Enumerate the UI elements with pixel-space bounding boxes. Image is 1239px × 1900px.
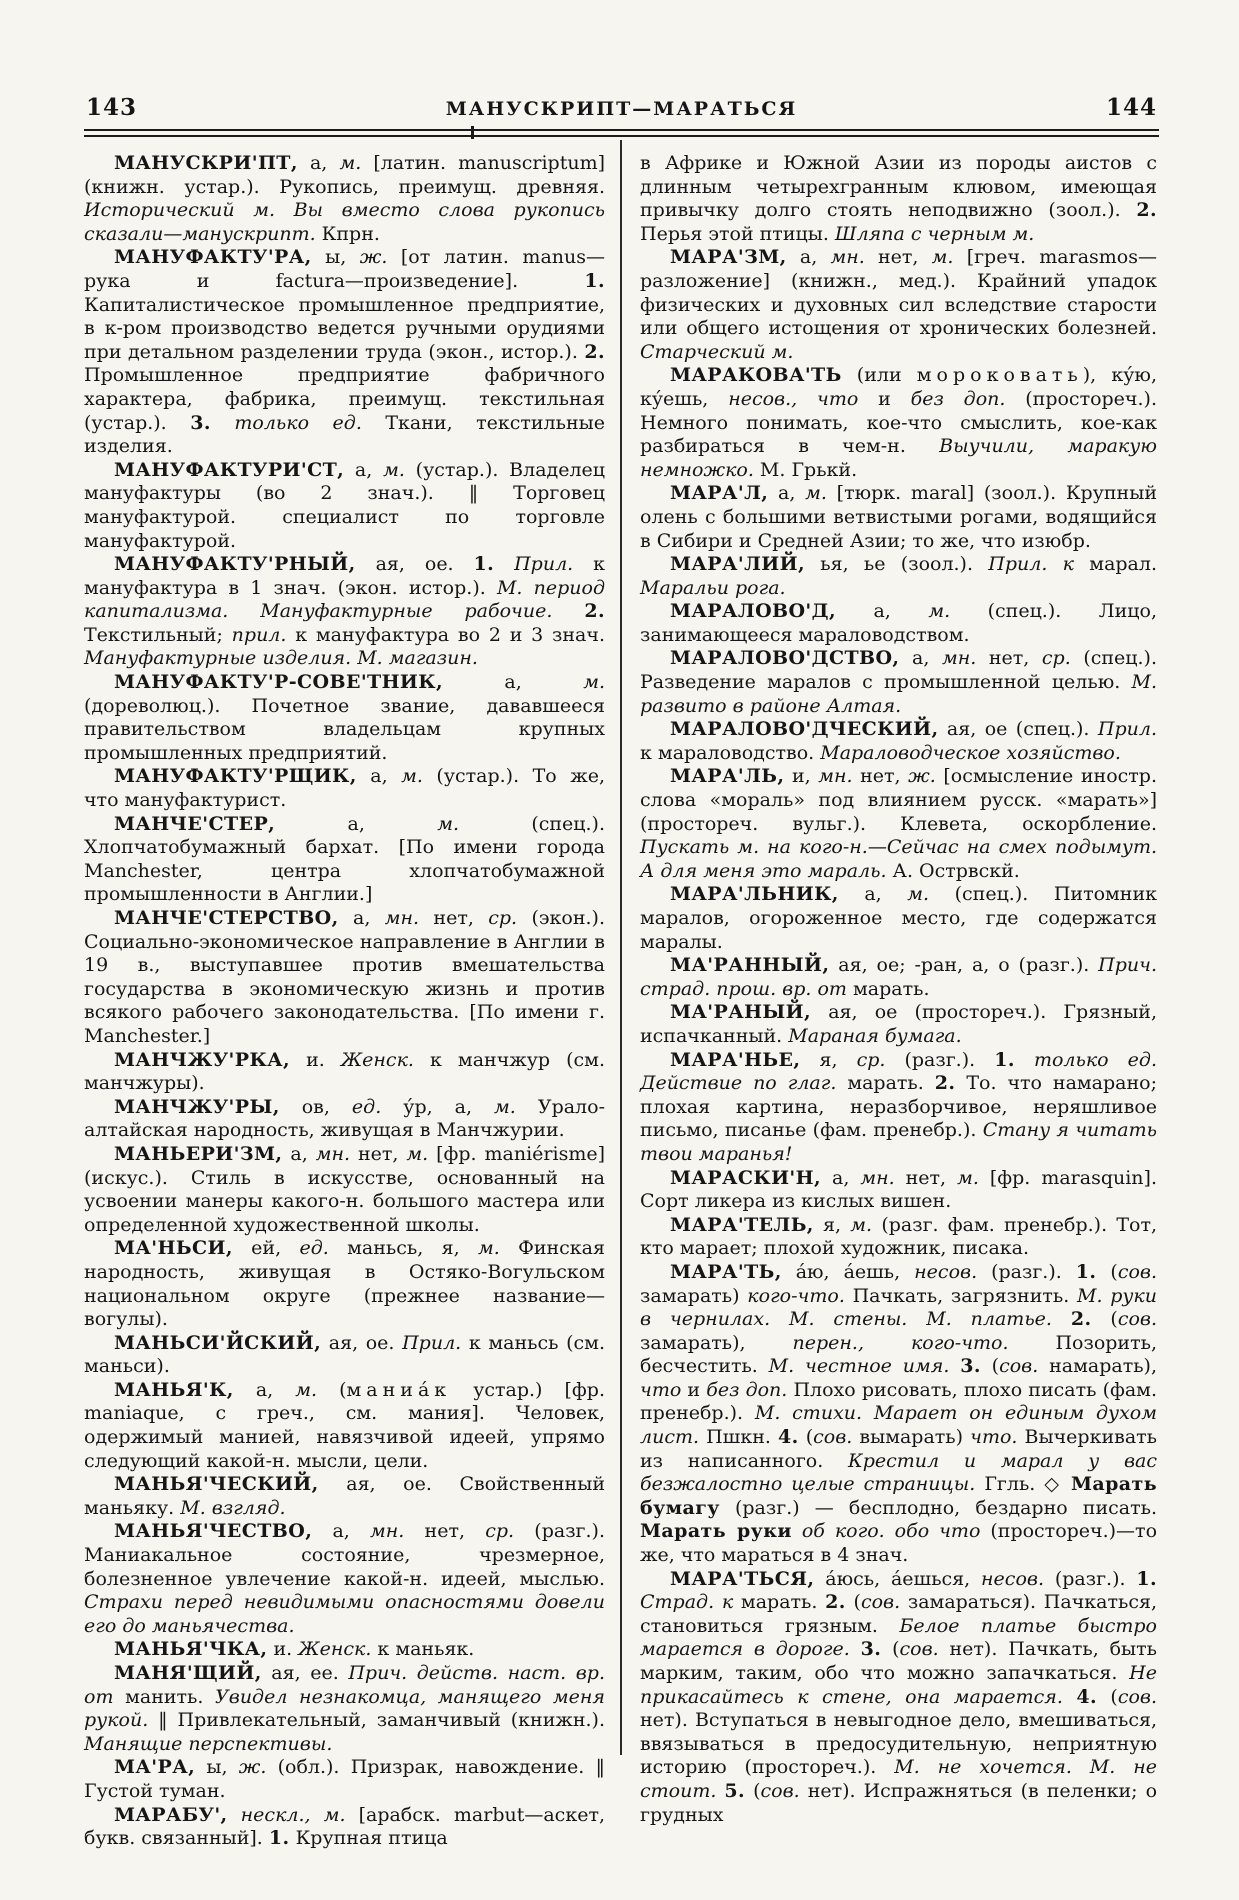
dictionary-entry: МАРАЛОВО'ДЧЕСКИЙ, ая, ое (спец.). Прил. к мараловодство. Мараловодческое хозяйство. — [640, 718, 1157, 764]
dictionary-entry: МАНЧЕ'СТЕР, а, м. (спец.). Хлопчатобумажный бархат. [По имени города Manchester, центра хлопчатобумажной промышленности в Англии.] — [84, 812, 605, 906]
dictionary-entry: МАНУФАКТУ'РЩИК, а, м. (устар.). То же, что мануфактурист. — [84, 765, 605, 812]
dictionary-entry: МАНЯ'ЩИЙ, ая, ее. Прич. действ. наст. вр. от манить. Увидел незнакомца, манящего меня рукой. ‖ Привлекательный, заманчивый (книжн.). Манящие перспективы. — [84, 1662, 605, 1755]
left-page-number: 143 — [86, 94, 138, 121]
dictionary-entry: МАНЧЖУ'РЫ, ов, ед. у́р, а, м. Урало-алтайская народность, живущая в Манчжурии. — [84, 1095, 605, 1142]
dictionary-entry: МАРА'ЛИЙ, ья, ье (зоол.). Прил. к марал. Маральи рога. — [640, 553, 1157, 599]
dictionary-entry: МАРАКОВА'ТЬ (или мороковать), ку́ю, ку́ешь, несов., что и без доп. (простореч.). Немного понимать, кое-что смыслить, кое-как разбираться в чем-н. Выучили, маракую немножко. М. Грькй. — [640, 364, 1158, 481]
rule-center-ornament — [471, 126, 474, 139]
dictionary-entry: МАРА'Л, а, м. [тюрк. maral] (зоол.). Крупный олень с большими ветвистыми рогами, водящийся в Сибири и Средней Азии; то же, что изюбр. — [640, 482, 1157, 552]
dictionary-entry: МА'РАННЫЙ, ая, ое; -ран, а, о (разг.). Прич. страд. прош. вр. от марать. — [640, 954, 1157, 1000]
dictionary-entry: МА'РАНЫЙ, ая, ое (простореч.). Грязный, испачканный. Мараная бумага. — [640, 1001, 1157, 1047]
dictionary-entry: МАНЬЯ'ЧКА, и. Женск. к маньяк. — [114, 1638, 475, 1661]
dictionary-entry: МАНУФАКТУРИ'СТ, а, м. (устар.). Владелец мануфактуры (во 2 знач.). ‖ Торговец мануфактурой. специалист по торговле мануфактурой. — [84, 458, 606, 552]
dictionary-entry: МАНУСКРИ'ПТ, а, м. [латин. manuscriptum] (книжн. устар.). Рукопись, преимущ. древняя. Исторический м. Вы вместо слова рукопись сказали—манускрипт. Кпрн. — [84, 152, 605, 245]
dictionary-entry: МАНЧЖУ'РКА, и. Женск. к манчжур (см. манчжуры). — [84, 1048, 605, 1095]
dictionary-entry: МАРАЛОВО'Д, а, м. (спец.). Лицо, занимающееся мараловодством. — [640, 600, 1157, 646]
dictionary-entry: МА'РА, ы, ж. (обл.). Призрак, навождение. ‖ Густой туман. — [84, 1756, 605, 1802]
dictionary-entry: МА'НЬСИ, ей, ед. маньсь, я, м. Финская народность, живущая в Остяко-Вогульском национальном округе (прежнее название—вогулы). — [84, 1237, 605, 1331]
dictionary-entry: МАРАБУ', нескл., м. [арабск. marbut—аскет, букв. связанный]. 1. Крупная птица — [84, 1803, 605, 1850]
running-title: МАНУСКРИПТ—МАРАТЬСЯ — [445, 98, 798, 120]
left-column — [84, 152, 605, 1851]
dictionary-entry: МАРА'ЗМ, а, мн. нет, м. [греч. marasmos—разложение] (книжн., мед.). Крайний упадок физических и духовных сил вследствие старости или общего истощения от хронических болезней. Старческий м. — [640, 246, 1157, 363]
dictionary-entry: МАРА'ТЬ, а́ю, а́ешь, несов. (разг.). 1. (сов. замарать) кого-что. Пачкать, загрязнить. М. руки в чернилах. М. стены. М. платье. 2. (сов. замарать), перен., кого-что. Позорить, бесчестить. М. честное имя. 3. (сов. намарать), что и без доп. Плохо рисовать, плохо писать (фам. пренебр.). М. стихи. Марает он единым духом лист. Пшкн. 4. (сов. вымарать) что. Вычеркивать из написанного. Крестил и марал у вас безжалостно целые страницы. Ггль. ◇ Марать бумагу (разг.) — бесплодно, бездарно писать. Марать руки об кого. обо что (простореч.)—то же, что мараться в 4 знач. — [640, 1260, 1158, 1567]
column-divider — [620, 140, 622, 1755]
right-page-number: 144 — [1105, 94, 1157, 121]
entry-continuation: в Африке и Южной Азии из породы аистов с длинным четырехгранным клювом, имеющая привычку долго стоять неподвижно (зоол.). 2. Перья этой птицы. Шляпа с черным м. — [640, 152, 1157, 245]
header-rule — [84, 129, 1159, 137]
dictionary-entry: МАРА'ТЕЛЬ, я, м. (разг. фам. пренебр.). Тот, кто марает; плохой художник, писака. — [640, 1213, 1158, 1260]
dictionary-entry: МАНЬЯ'ЧЕСКИЙ, ая, ое. Свойственный маньяку. М. взгляд. — [84, 1473, 605, 1519]
dictionary-entry: МАНУФАКТУ'РА, ы, ж. [от латин. manus—рука и factura—произведение]. 1. Капиталистическое промышленное предприятие, в к-ром производство ведется ручными орудиями при детальном разделении труда (экон., истор.). 2. Промышленное предприятие фабричного характера, фабрика, преимущ. текстильная (устар.). 3. только ед. Ткани, текстильные изделия. — [84, 246, 605, 458]
dictionary-entry: МАНЬЕРИ'ЗМ, а, мн. нет, м. [фр. maniérisme] (искус.). Стиль в искусстве, основанный на усвоении манеры какого-н. большого мастера или определенной художественной школы. — [84, 1142, 605, 1236]
dictionary-entry: МАРАСКИ'Н, а, мн. нет, м. [фр. marasquin]. Сорт ликера из кислых вишен. — [640, 1166, 1157, 1213]
dictionary-entry: МАРА'ТЬСЯ, а́юсь, а́ешься, несов. (разг.). 1. Страд. к марать. 2. (сов. замараться). Пачкаться, становиться грязным. Белое платье быстро марается в дороге. 3. (сов. нет). Пачкать, быть марким, таким, обо что можно запачкаться. Не прикасайтесь к стене, она марается. 4. (сов. нет). Вступаться в невыгодное дело, вмешиваться, ввязываться в предосудительную, неприятную историю (простореч.). М. не хочется. М. не стоит. 5. (сов. нет). Испражняться (в пеленки; о грудных — [640, 1567, 1158, 1826]
dictionary-entry: МАРА'ЛЬНИК, а, м. (спец.). Питомник маралов, огороженное место, где содержатся маралы. — [640, 883, 1158, 953]
dictionary-entry: МАНЧЕ'СТЕРСТВО, а, мн. нет, ср. (экон.). Социально-экономическое направление в Англии в 19 в., выступавшее против вмешательства государства в экономическую жизнь и против всякого рабочего законодательства. [По имени г. Manchester.] — [84, 907, 605, 1047]
dictionary-entry: МАНЬЯ'ЧЕСТВО, а, мн. нет, ср. (разг.). Маниакальное состояние, чрезмерное, болезненное увлечение какой-н. идеей, мыслью. Страхи перед невидимыми опасностями довели его до маньячества. — [84, 1520, 605, 1637]
dictionary-entry: МАНУФАКТУ'Р-СОВЕ'ТНИК, а, м. (дореволюц.). Почетное звание, дававшееся правительством владельцам крупных промышленных предприятий. — [84, 671, 605, 764]
dictionary-entry: МАНУФАКТУ'РНЫЙ, ая, ое. 1. Прил. к мануфактура в 1 знач. (экон. истор.). М. период капитализма. Мануфактурные рабочие. 2. Текстильный; прил. к мануфактура во 2 и 3 знач. Мануфактурные изделия. М. магазин. — [84, 553, 605, 670]
dictionary-entry: МАРАЛОВО'ДСТВО, а, мн. нет, ср. (спец.). Разведение маралов с промышленной целью. М. развито в районе Алтая. — [640, 647, 1157, 717]
page-header — [84, 94, 1159, 126]
dictionary-entry: МАРА'ЛЬ, и, мн. нет, ж. [осмысление иностр. слова «мораль» под влиянием русск. «марать»] (простореч. вульг.). Клевета, оскорбление. Пускать м. на кого-н.—Сейчас на смех подымут. А для меня это мараль. А. Острвскй. — [640, 765, 1157, 882]
dictionary-entry: МАНЬСИ'ЙСКИЙ, ая, ое. Прил. к маньсь (см. маньси). — [84, 1331, 605, 1378]
right-column — [640, 152, 1157, 1827]
dictionary-entry: МАРА'НЬЕ, я, ср. (разг.). 1. только ед. Действие по глаг. марать. 2. То. что намарано; плохая картина, неразборчивое, неряшливое письмо, писанье (фам. пренебр.). Стану я читать твои маранья! — [640, 1048, 1158, 1165]
dictionary-entry: МАНЬЯ'К, а, м. (маниа́к устар.) [фр. maniaque, с греч., см. мания]. Человек, одержимый манией, навязчивой идеей, упрямо следующий какой-н. мысли, цели. — [84, 1378, 605, 1472]
